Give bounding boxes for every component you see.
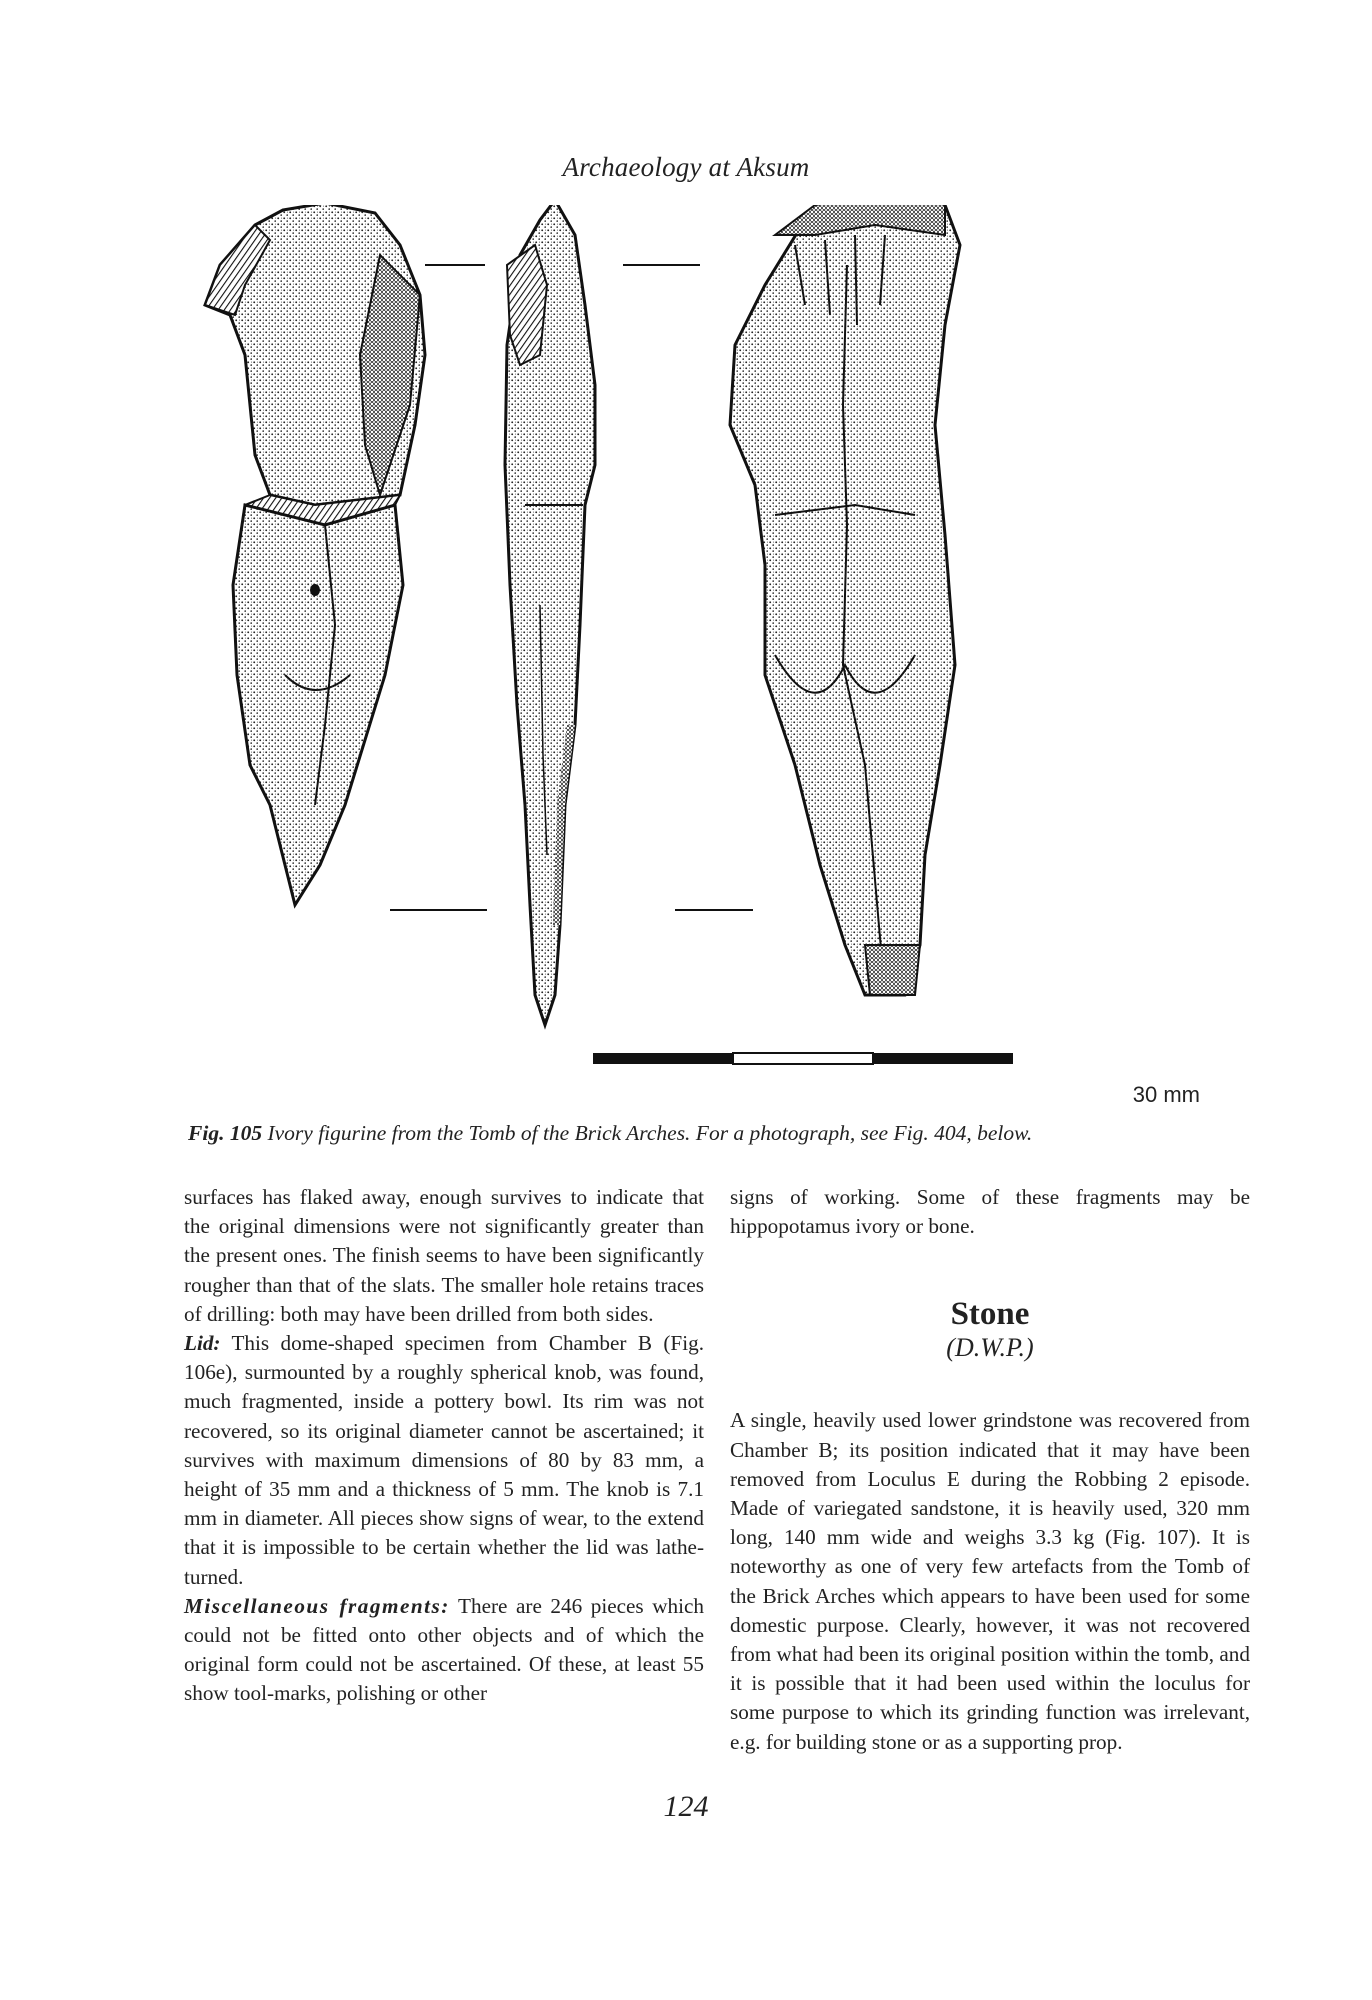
paragraph-miscellaneous-fragments xyxy=(184,1592,704,1709)
scale-label: 30 mm xyxy=(1132,1082,1200,1107)
lid-text: This dome-shaped specimen from Chamber B (Fig. 106e), surmounted by a roughly spherical knob, was found, much fragmented, inside a pottery bowl. Its rim was not recovered, so its original diameter cannot be ascertained; it survives with maximum dimensions of 80 by 83 mm, a height of 35 mm and a thickness of 5 mm. The knob is 7.1 mm in diameter. All pieces show signs of wear, to the extend that it is impossible to be certain whether the lid was lathe-turned. xyxy=(184,1331,704,1589)
section-title: Stone xyxy=(950,1296,1030,1333)
figurine-back-view xyxy=(730,205,960,995)
section-author: (D.W.P.) xyxy=(946,1333,1034,1363)
misc-run-in-heading: Miscellaneous fragments: xyxy=(184,1593,450,1618)
paragraph-signs-of-working: signs of working. Some of these fragments may be hippopotamus ivory or bone. xyxy=(730,1185,1250,1239)
paragraph-lid xyxy=(184,1329,704,1592)
section-heading-stone xyxy=(730,1295,1250,1363)
caption-text: Ivory figurine from the Tomb of the Brick Arches. For a photograph, see Fig. 404, below. xyxy=(267,1121,1033,1145)
figure-105 xyxy=(175,205,1195,1065)
figurine-side-view xyxy=(390,205,753,1025)
paragraph-flaked-surfaces: surfaces has flaked away, enough survives to indicate that the original dimensions were not significantly greater than the present ones. The finish seems to have been significantly rougher than that of the slats. The smaller hole retains traces of drilling: both may have been drilled from both sides. xyxy=(184,1185,704,1326)
running-head: Archaeology at Aksum xyxy=(562,152,810,182)
scale-bar xyxy=(593,1053,1013,1064)
left-column xyxy=(184,1183,704,1709)
lid-run-in-heading: Lid: xyxy=(184,1331,221,1356)
misc-text: There are 246 pieces which could not be fitted onto other objects and of which the original form could not be ascertained. Of these, at least 55 show tool-marks, polishing or other xyxy=(184,1593,704,1706)
figurine-front-view xyxy=(205,205,425,905)
page-number: 124 xyxy=(663,1790,709,1823)
ivory-figurine-illustration xyxy=(175,205,1195,1065)
right-column xyxy=(730,1183,1250,1757)
paragraph-grindstone: A single, heavily used lower grindstone was recovered from Chamber B; its position indicated that it may have been removed from Loculus E during the Robbing 2 episode. Made of variegated sandstone, it is heavily used, 320 mm long, 140 mm wide and weighs 3.3 kg (Fig. 107). It is noteworthy as one of very few artefacts from the Tomb of the Brick Arches which appears to have been used for some domestic purpose. Clearly, however, it was not recovered from what had been its original position within the tomb, and it is possible that it had been used within the loculus for some purpose to which its grinding function was irrelevant, e.g. for building stone or as a supporting prop. xyxy=(730,1408,1250,1754)
figure-caption xyxy=(188,1121,1188,1146)
caption-figure-number: Fig. 105 xyxy=(188,1121,263,1145)
